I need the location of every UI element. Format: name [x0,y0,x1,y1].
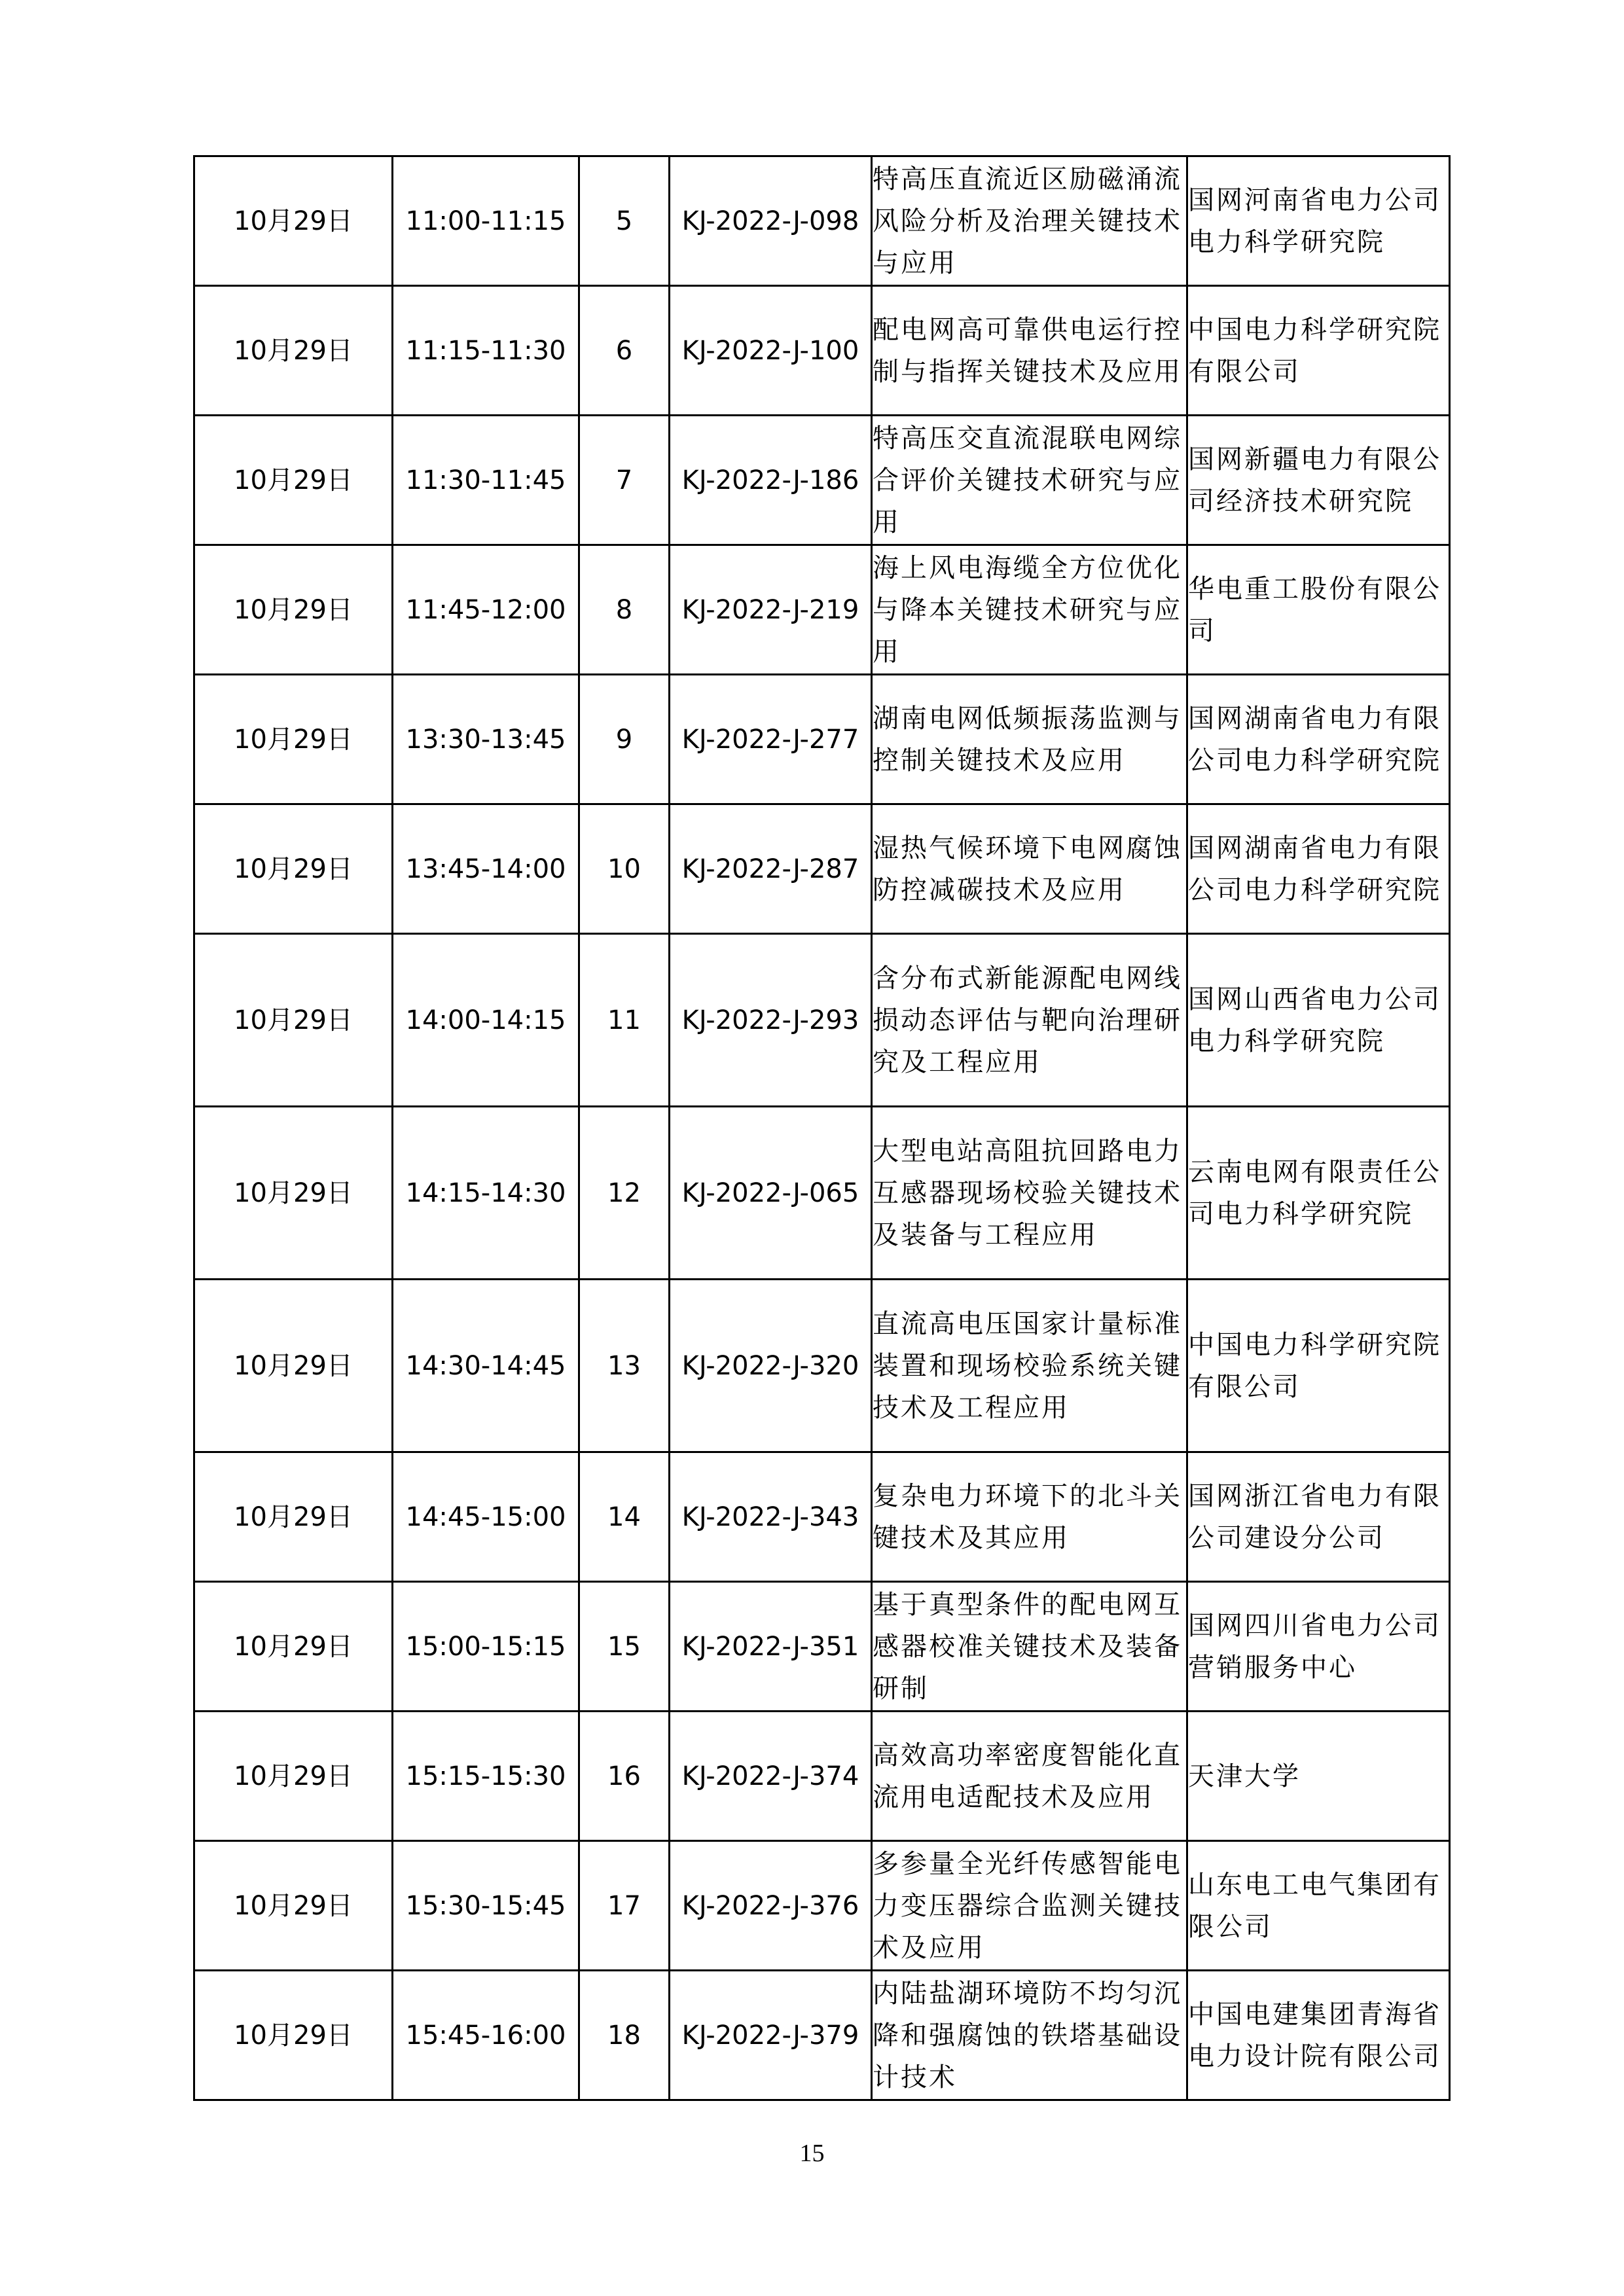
date-cell: 10月29日 [194,1971,393,2100]
organization-cell: 国网山西省电力公司电力科学研究院 [1187,934,1450,1107]
date-cell: 10月29日 [194,934,393,1107]
date-cell: 10月29日 [194,1280,393,1452]
date-cell: 10月29日 [194,1107,393,1280]
title-cell: 特高压交直流混联电网综合评价关键技术研究与应用 [872,416,1187,545]
number-cell: 5 [579,156,670,286]
number-cell: 10 [579,804,670,934]
code-cell: KJ-2022-J-186 [670,416,872,545]
organization-cell: 国网湖南省电力有限公司电力科学研究院 [1187,804,1450,934]
code-cell: KJ-2022-J-100 [670,286,872,416]
title-cell: 直流高电压国家计量标准装置和现场校验系统关键技术及工程应用 [872,1280,1187,1452]
code-cell: KJ-2022-J-320 [670,1280,872,1452]
title-cell: 湖南电网低频振荡监测与控制关键技术及应用 [872,675,1187,804]
date-cell: 10月29日 [194,286,393,416]
number-cell: 15 [579,1582,670,1712]
code-cell: KJ-2022-J-287 [670,804,872,934]
number-cell: 17 [579,1841,670,1971]
number-cell: 16 [579,1712,670,1841]
number-cell: 8 [579,545,670,675]
number-cell: 12 [579,1107,670,1280]
code-cell: KJ-2022-J-293 [670,934,872,1107]
time-cell: 11:45-12:00 [393,545,579,675]
title-cell: 海上风电海缆全方位优化与降本关键技术研究与应用 [872,545,1187,675]
code-cell: KJ-2022-J-379 [670,1971,872,2100]
organization-cell: 华电重工股份有限公司 [1187,545,1450,675]
time-cell: 15:30-15:45 [393,1841,579,1971]
table-row [194,675,1450,804]
time-cell: 11:00-11:15 [393,156,579,286]
table-row [194,545,1450,675]
date-cell: 10月29日 [194,545,393,675]
number-cell: 9 [579,675,670,804]
table-row [194,156,1450,286]
time-cell: 14:00-14:15 [393,934,579,1107]
time-cell: 11:15-11:30 [393,286,579,416]
code-cell: KJ-2022-J-098 [670,156,872,286]
date-cell: 10月29日 [194,416,393,545]
time-cell: 13:45-14:00 [393,804,579,934]
time-cell: 11:30-11:45 [393,416,579,545]
number-cell: 6 [579,286,670,416]
organization-cell: 山东电工电气集团有限公司 [1187,1841,1450,1971]
title-cell: 配电网高可靠供电运行控制与指挥关键技术及应用 [872,286,1187,416]
time-cell: 13:30-13:45 [393,675,579,804]
time-cell: 14:30-14:45 [393,1280,579,1452]
organization-cell: 国网四川省电力公司营销服务中心 [1187,1582,1450,1712]
time-cell: 15:45-16:00 [393,1971,579,2100]
table-row [194,1107,1450,1280]
date-cell: 10月29日 [194,1452,393,1582]
table-row [194,1971,1450,2100]
organization-cell: 天津大学 [1187,1712,1450,1841]
code-cell: KJ-2022-J-065 [670,1107,872,1280]
table-row [194,416,1450,545]
title-cell: 高效高功率密度智能化直流用电适配技术及应用 [872,1712,1187,1841]
date-cell: 10月29日 [194,804,393,934]
title-cell: 复杂电力环境下的北斗关键技术及其应用 [872,1452,1187,1582]
number-cell: 14 [579,1452,670,1582]
table-row [194,1841,1450,1971]
table-row [194,1280,1450,1452]
organization-cell: 国网河南省电力公司电力科学研究院 [1187,156,1450,286]
title-cell: 多参量全光纤传感智能电力变压器综合监测关键技术及应用 [872,1841,1187,1971]
table-row [194,1712,1450,1841]
number-cell: 7 [579,416,670,545]
schedule-table [193,155,1451,2101]
number-cell: 13 [579,1280,670,1452]
table-row [194,934,1450,1107]
title-cell: 含分布式新能源配电网线损动态评估与靶向治理研究及工程应用 [872,934,1187,1107]
organization-cell: 中国电建集团青海省电力设计院有限公司 [1187,1971,1450,2100]
code-cell: KJ-2022-J-277 [670,675,872,804]
date-cell: 10月29日 [194,1841,393,1971]
organization-cell: 国网湖南省电力有限公司电力科学研究院 [1187,675,1450,804]
organization-cell: 云南电网有限责任公司电力科学研究院 [1187,1107,1450,1280]
organization-cell: 国网新疆电力有限公司经济技术研究院 [1187,416,1450,545]
code-cell: KJ-2022-J-219 [670,545,872,675]
date-cell: 10月29日 [194,156,393,286]
time-cell: 14:45-15:00 [393,1452,579,1582]
code-cell: KJ-2022-J-343 [670,1452,872,1582]
time-cell: 15:00-15:15 [393,1582,579,1712]
organization-cell: 国网浙江省电力有限公司建设分公司 [1187,1452,1450,1582]
time-cell: 15:15-15:30 [393,1712,579,1841]
organization-cell: 中国电力科学研究院有限公司 [1187,1280,1450,1452]
date-cell: 10月29日 [194,1712,393,1841]
page-number: 15 [799,2140,825,2167]
title-cell: 基于真型条件的配电网互感器校准关键技术及装备研制 [872,1582,1187,1712]
date-cell: 10月29日 [194,675,393,804]
table-row [194,1582,1450,1712]
table-row [194,804,1450,934]
title-cell: 湿热气候环境下电网腐蚀防控减碳技术及应用 [872,804,1187,934]
date-cell: 10月29日 [194,1582,393,1712]
number-cell: 11 [579,934,670,1107]
organization-cell: 中国电力科学研究院有限公司 [1187,286,1450,416]
code-cell: KJ-2022-J-374 [670,1712,872,1841]
schedule-body [194,156,1450,2100]
title-cell: 特高压直流近区励磁涌流风险分析及治理关键技术与应用 [872,156,1187,286]
table-row [194,1452,1450,1582]
number-cell: 18 [579,1971,670,2100]
table-row [194,286,1450,416]
code-cell: KJ-2022-J-351 [670,1582,872,1712]
time-cell: 14:15-14:30 [393,1107,579,1280]
title-cell: 内陆盐湖环境防不均匀沉降和强腐蚀的铁塔基础设计技术 [872,1971,1187,2100]
code-cell: KJ-2022-J-376 [670,1841,872,1971]
title-cell: 大型电站高阻抗回路电力互感器现场校验关键技术及装备与工程应用 [872,1107,1187,1280]
